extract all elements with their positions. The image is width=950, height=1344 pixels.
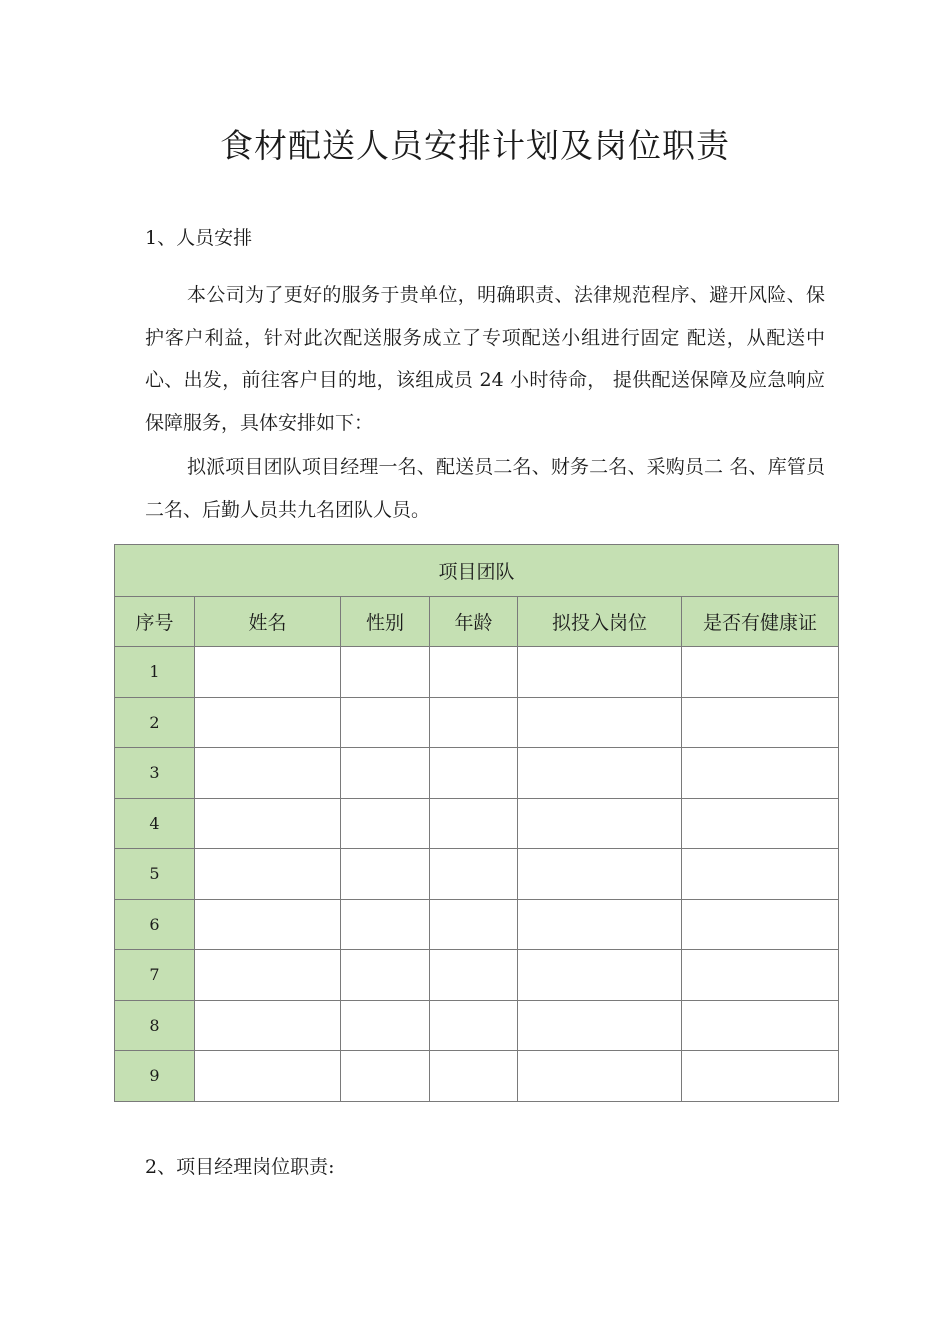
column-header-name: 姓名 xyxy=(195,597,341,647)
table-cell-name xyxy=(195,849,341,900)
table-caption: 项目团队 xyxy=(115,545,839,597)
table-row xyxy=(115,798,839,849)
table-cell-health-cert xyxy=(682,647,839,698)
table-cell-gender xyxy=(341,748,430,799)
staffing-intro-paragraph: 本公司为了更好的服务于贵单位，明确职责、法律规范程序、避开风险、保护客户利益，针对此次配送服务成立了专项配送小组进行固定 配送，从配送中心、出发，前往客户目的地，该组成员 24 小时待命， 提供配送保障及应急响应保障服务，具体安排如下： xyxy=(145,284,825,434)
row-seq-cell: 6 xyxy=(115,899,195,950)
table-row xyxy=(115,647,839,698)
table-header-row xyxy=(115,597,839,647)
page-title: 食材配送人员安排计划及岗位职责 xyxy=(220,126,730,165)
project-team-table xyxy=(114,544,839,1102)
table-body xyxy=(115,647,839,1102)
table-cell-position xyxy=(518,1051,682,1102)
table-row xyxy=(115,899,839,950)
column-header-seq: 序号 xyxy=(115,597,195,647)
row-seq-cell: 1 xyxy=(115,647,195,698)
table-cell-health-cert xyxy=(682,899,839,950)
row-seq-cell: 4 xyxy=(115,798,195,849)
table-cell-gender xyxy=(341,950,430,1001)
table-cell-position xyxy=(518,798,682,849)
column-header-age: 年龄 xyxy=(430,597,518,647)
table-cell-age xyxy=(430,950,518,1001)
row-seq-cell: 5 xyxy=(115,849,195,900)
table-cell-age xyxy=(430,697,518,748)
column-header-gender: 性别 xyxy=(341,597,430,647)
row-seq-cell: 9 xyxy=(115,1051,195,1102)
table-cell-health-cert xyxy=(682,849,839,900)
table-cell-health-cert xyxy=(682,748,839,799)
table-cell-position xyxy=(518,748,682,799)
table-cell-name xyxy=(195,1051,341,1102)
table-cell-gender xyxy=(341,647,430,698)
table-cell-name xyxy=(195,950,341,1001)
table-cell-age xyxy=(430,647,518,698)
column-header-position: 拟投入岗位 xyxy=(518,597,682,647)
table-cell-gender xyxy=(341,1051,430,1102)
table-cell-health-cert xyxy=(682,798,839,849)
team-composition-paragraph: 拟派项目团队项目经理一名、配送员二名、财务二名、采购员二 名、库管员二名、后勤人员共九名团队人员。 xyxy=(145,456,825,521)
row-seq-cell: 7 xyxy=(115,950,195,1001)
row-seq-cell: 2 xyxy=(115,697,195,748)
table-cell-name xyxy=(195,748,341,799)
row-seq-cell: 8 xyxy=(115,1000,195,1051)
table-cell-name xyxy=(195,1000,341,1051)
table-cell-gender xyxy=(341,899,430,950)
column-header-health-cert: 是否有健康证 xyxy=(682,597,839,647)
section-heading-manager-duties: 2、项目经理岗位职责: xyxy=(145,1156,335,1178)
table-cell-health-cert xyxy=(682,1051,839,1102)
table-cell-name xyxy=(195,798,341,849)
table-row xyxy=(115,849,839,900)
table-cell-name xyxy=(195,697,341,748)
table-cell-position xyxy=(518,697,682,748)
table-cell-health-cert xyxy=(682,1000,839,1051)
table-row xyxy=(115,950,839,1001)
table-cell-position xyxy=(518,849,682,900)
table-cell-health-cert xyxy=(682,697,839,748)
table-row xyxy=(115,748,839,799)
row-seq-cell: 3 xyxy=(115,748,195,799)
table-row xyxy=(115,697,839,748)
table-cell-age xyxy=(430,798,518,849)
table-cell-gender xyxy=(341,1000,430,1051)
table-cell-position xyxy=(518,950,682,1001)
table-cell-gender xyxy=(341,798,430,849)
table-cell-age xyxy=(430,1000,518,1051)
table-cell-age xyxy=(430,849,518,900)
table-row xyxy=(115,1000,839,1051)
table-cell-age xyxy=(430,748,518,799)
table-cell-position xyxy=(518,899,682,950)
table-cell-position xyxy=(518,647,682,698)
table-cell-name xyxy=(195,647,341,698)
table-cell-position xyxy=(518,1000,682,1051)
table-cell-name xyxy=(195,899,341,950)
section-heading-staffing: 1、人员安排 xyxy=(145,227,253,249)
table-cell-gender xyxy=(341,849,430,900)
table-cell-age xyxy=(430,899,518,950)
table-row xyxy=(115,1051,839,1102)
table-cell-health-cert xyxy=(682,950,839,1001)
table-caption-row xyxy=(115,545,839,597)
table-cell-age xyxy=(430,1051,518,1102)
table-cell-gender xyxy=(341,697,430,748)
